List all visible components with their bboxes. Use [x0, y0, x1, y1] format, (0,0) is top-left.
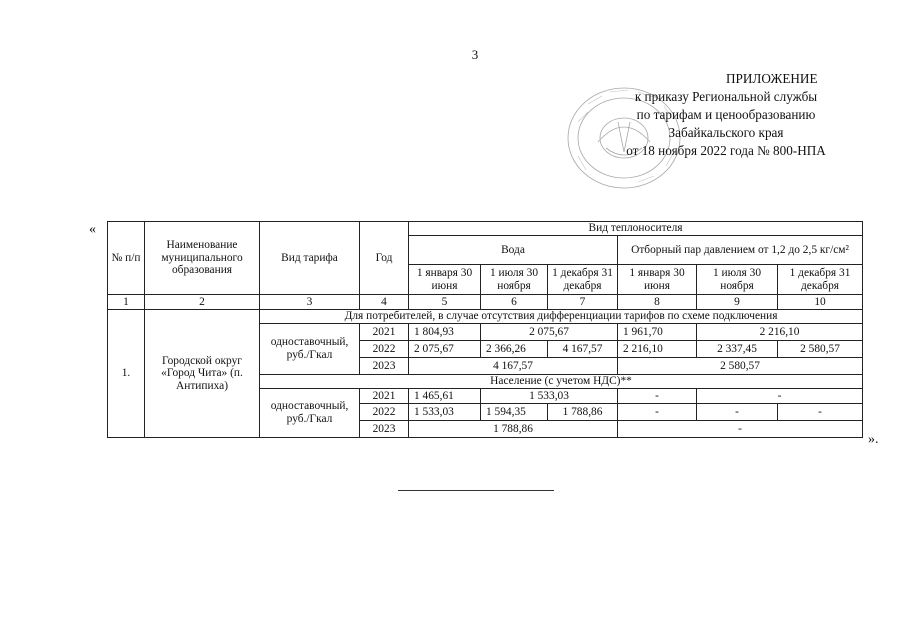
year-cell: 2021: [360, 324, 409, 341]
section-title: Население (с учетом НДС)**: [260, 375, 863, 389]
tariff-value: 2 216,10: [697, 324, 863, 341]
tariff-value: -: [618, 421, 863, 438]
appendix-line-1: к приказу Региональной службы: [634, 89, 818, 104]
tariff-value: -: [618, 404, 697, 421]
appendix-title: ПРИЛОЖЕНИЕ: [726, 71, 818, 86]
column-number: 9: [697, 295, 778, 310]
column-number: 2: [145, 295, 260, 310]
tariff-value: 1 804,93: [409, 324, 481, 341]
tariff-table: [107, 221, 863, 438]
tariff-value: 2 337,45: [697, 341, 778, 358]
tariff-value: -: [618, 389, 697, 404]
appendix-line-2: по тарифам и ценообразованию: [636, 107, 816, 122]
header-period: 1 декабря 31 декабря: [778, 265, 863, 295]
header-period: 1 января 30 июня: [409, 265, 481, 295]
tariff-value: -: [697, 404, 778, 421]
tariff-value: 1 788,86: [548, 404, 618, 421]
column-number: 4: [360, 295, 409, 310]
municipality-name: Городской округ «Город Чита» (п. Антипиха): [145, 310, 260, 438]
header-municipality: Наименование муниципального образования: [145, 222, 260, 295]
column-number: 5: [409, 295, 481, 310]
tariff-value: 2 075,67: [481, 324, 618, 341]
tariff-value: 2 580,57: [778, 341, 863, 358]
header-period: 1 июля 30 ноября: [697, 265, 778, 295]
tariff-type: одноставочный, руб./Гкал: [260, 389, 360, 438]
tariff-value: 2 216,10: [618, 341, 697, 358]
year-cell: 2022: [360, 404, 409, 421]
opening-quote: «: [89, 222, 96, 237]
tariff-value: 4 167,57: [548, 341, 618, 358]
header-period: 1 декабря 31 декабря: [548, 265, 618, 295]
header-period: 1 января 30 июня: [618, 265, 697, 295]
tariff-value: 1 533,03: [409, 404, 481, 421]
tariff-value: 1 533,03: [481, 389, 618, 404]
tariff-value: 2 580,57: [618, 358, 863, 375]
section-title: Для потребителей, в случае отсутствия дифференциации тарифов по схеме подключения: [260, 310, 863, 324]
page-number: 3: [471, 47, 479, 62]
appendix-line-3: Забайкальского края: [668, 125, 784, 140]
year-cell: 2021: [360, 389, 409, 404]
header-water: Вода: [409, 236, 618, 265]
column-number: 10: [778, 295, 863, 310]
appendix-header: [596, 70, 856, 160]
header-tariff-type: Вид тарифа: [260, 222, 360, 295]
footer-divider: [398, 490, 554, 491]
tariff-value: 1 788,86: [409, 421, 618, 438]
column-number: 6: [481, 295, 548, 310]
header-year: Год: [360, 222, 409, 295]
column-number: 7: [548, 295, 618, 310]
tariff-value: 2 075,67: [409, 341, 481, 358]
year-cell: 2023: [360, 421, 409, 438]
tariff-value: -: [697, 389, 863, 404]
tariff-value: -: [778, 404, 863, 421]
tariff-value: 1 961,70: [618, 324, 697, 341]
year-cell: 2022: [360, 341, 409, 358]
tariff-value: 1 465,61: [409, 389, 481, 404]
header-carrier-type: Вид теплоносителя: [409, 222, 863, 236]
row-number: 1.: [108, 310, 145, 438]
column-number: 8: [618, 295, 697, 310]
appendix-line-4: от 18 ноября 2022 года № 800-НПА: [626, 143, 826, 158]
header-steam: Отборный пар давлением от 1,2 до 2,5 кг/см²: [618, 236, 863, 265]
header-number: № п/п: [108, 222, 145, 295]
header-period: 1 июля 30 ноября: [481, 265, 548, 295]
tariff-value: 4 167,57: [409, 358, 618, 375]
tariff-value: 2 366,26: [481, 341, 548, 358]
column-number: 3: [260, 295, 360, 310]
tariff-type: одноставочный, руб./Гкал: [260, 324, 360, 375]
closing-quote: ».: [868, 432, 879, 447]
column-number: 1: [108, 295, 145, 310]
tariff-value: 1 594,35: [481, 404, 548, 421]
year-cell: 2023: [360, 358, 409, 375]
